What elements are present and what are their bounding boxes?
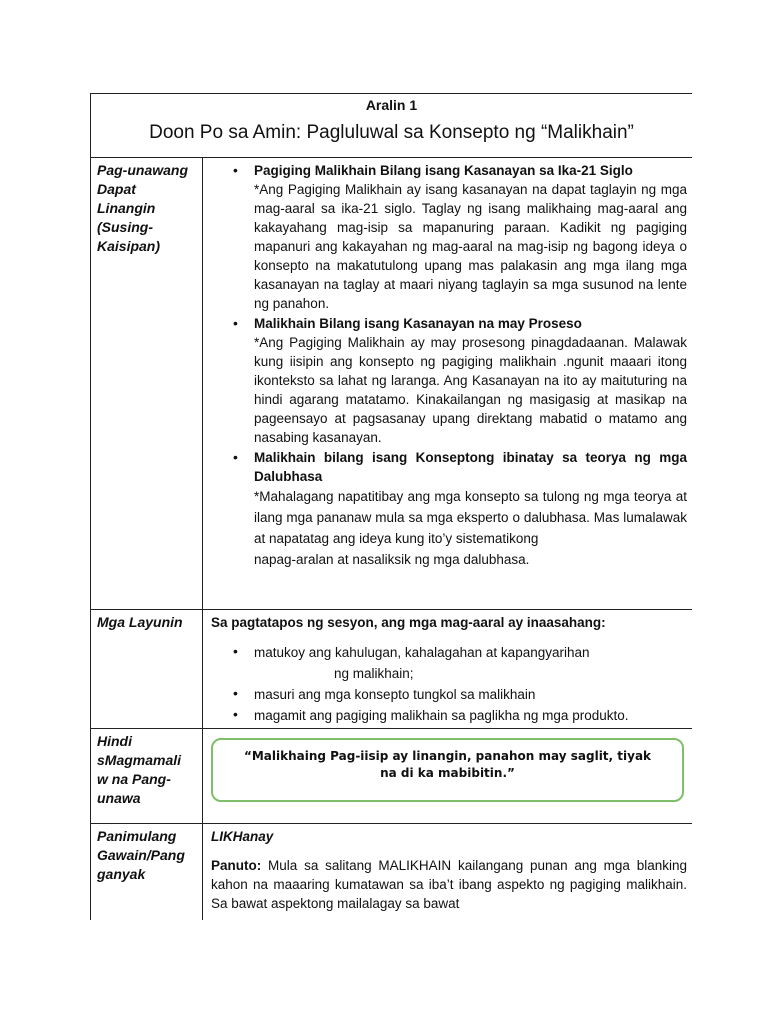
concept-text-continuation: napag-aralan at nasaliksik ng mga dalubhasa. — [254, 552, 530, 567]
concept-heading: • Malikhain Bilang isang Kasanayan na may Proseso — [254, 316, 582, 331]
concept-text — [254, 486, 687, 570]
row-key-concepts — [90, 158, 692, 610]
key-concepts-content — [203, 158, 692, 609]
lesson-number: Aralin 1 — [365, 97, 418, 113]
list-item — [211, 314, 687, 447]
lesson-table — [90, 93, 692, 920]
row-motivation — [90, 824, 692, 920]
concept-text: *Ang Pagiging Malikhain ay may prosesong pinagdadaanan. Malawak kung iisipin ang konsepto ng pagiging malikhain .ngunit maaari itong ikonteksto sa lahat ng laranga. Ang Kasanayan na ito ay maituturing na hindi agarang matatamo. Kinakailangan ng masigasig at masikap na pageensayo at pagsasanay upang direktang mabatid o matamo ang nasabing kasanayan. — [254, 335, 687, 445]
list-item — [211, 161, 687, 313]
concept-text-main: *Mahalagang napatitibay ang mga konsepto sa tulong ng mga teorya at ilang mga pananaw mula sa mga eksperto o dalubhasa. Mas lumalawak at napatatag ang ideya kung ito’y sistematikong — [254, 489, 687, 546]
row-label-motivation: Panimulang Gawain/Pang ganyak — [90, 824, 203, 920]
objective-text: matukoy ang kahulugan, kahalagahan at kapangyarihan — [254, 645, 590, 660]
row-misconception — [90, 729, 692, 824]
list-item — [211, 448, 687, 570]
activity-title: LIKHanay — [211, 829, 274, 844]
concept-text: *Ang Pagiging Malikhain ay isang kasanayan na dapat taglayin ng mga mag-aaral sa ika-21 siglo. Taglay ng isang malikhaing mag-aaral ang kakayahang mag-isip sa mapanuring paraan. Kadikit ng pagiging mapanuri ang kakayahan ng mag-aaral na mag-isip ng bagong ideya o konsepto na makatutulong upang mas palakasin ang mga ilang mga kasanayan na taglay at maari niyang taglayin sa mga susunod na lente ng panahon. — [254, 182, 687, 311]
list-item — [211, 705, 687, 726]
row-label-misconception: Hindi sMagmamali w na Pang- unawa — [90, 729, 203, 823]
objective-text-continuation: ng malikhain; — [334, 666, 414, 681]
table-header — [90, 94, 692, 158]
concept-heading: • Malikhain bilang isang Konseptong ibinatay sa teorya ng mga Dalubhasa — [254, 450, 687, 484]
list-item — [211, 684, 687, 705]
row-label-key-concepts: Pag-unawang Dapat Linangin (Susing- Kaisipan) — [90, 158, 203, 609]
objectives-intro: Sa pagtatapos ng sesyon, ang mga mag-aaral ay inaasahang: — [211, 615, 606, 630]
motivation-content — [203, 824, 692, 920]
objective-text: magamit ang pagiging malikhain sa paglikha ng mga produkto. — [254, 708, 629, 723]
concept-heading: • Pagiging Malikhain Bilang isang Kasanayan sa Ika-21 Siglo — [254, 163, 633, 178]
quote-box: “Malikhaing Pag-iisip ay linangin, panahon may saglit, tiyak na di ka mabibitin.” — [211, 738, 684, 802]
misconception-content — [203, 729, 692, 823]
directions-label: Panuto: — [211, 858, 262, 873]
lesson-title: Doon Po sa Amin: Pagluluwal sa Konsepto ng “Malikhain” — [149, 122, 634, 143]
activity-directions — [211, 856, 687, 913]
objectives-content — [203, 610, 692, 728]
objective-text: masuri ang mga konsepto tungkol sa malikhain — [254, 687, 536, 702]
row-label-objectives: Mga Layunin — [90, 610, 203, 728]
directions-text: Mula sa salitang MALIKHAIN kailangang punan ang mga blanking kahon na maaaring kumatawan sa iba’t ibang aspekto ng pagiging malikhain. Sa bawat aspektong mailalagay sa bawat — [211, 858, 687, 911]
list-item — [211, 642, 687, 684]
row-objectives — [90, 610, 692, 729]
